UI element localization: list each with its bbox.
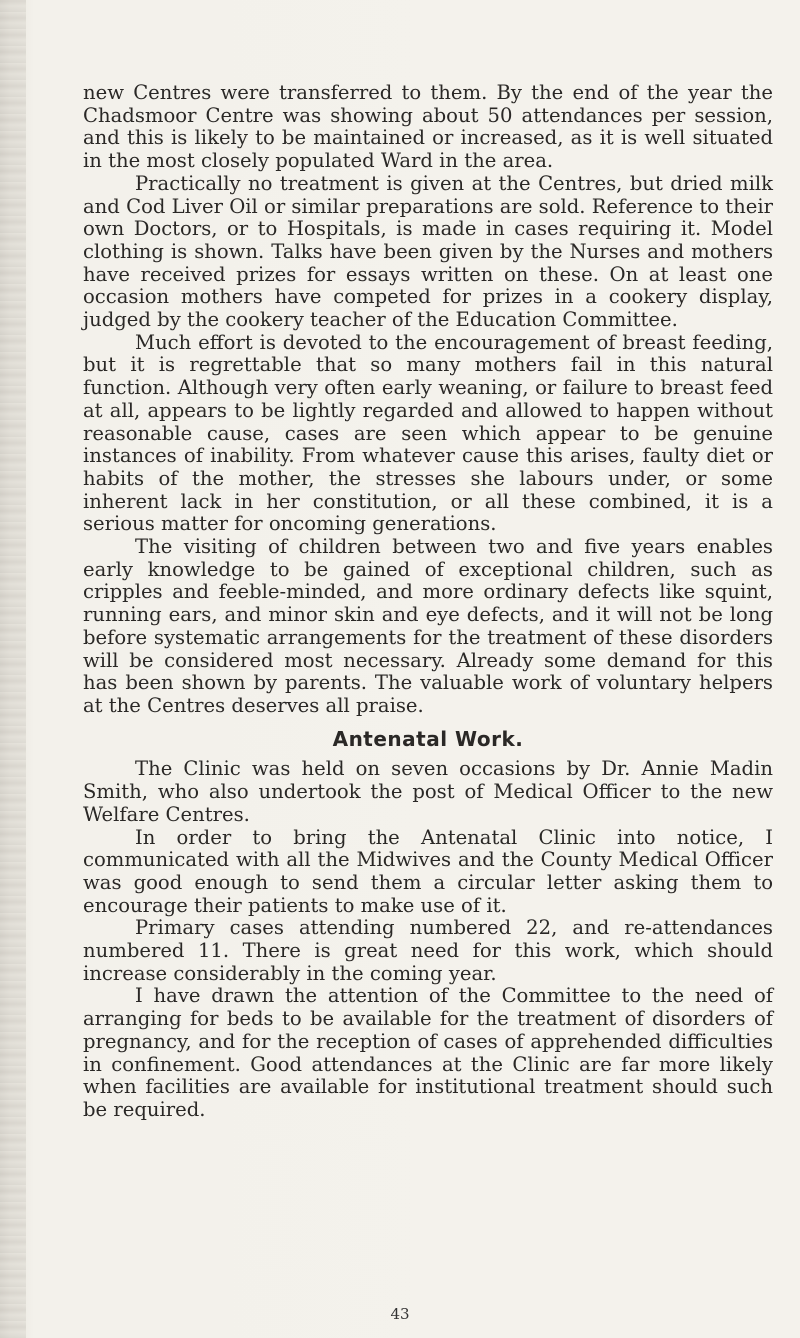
paragraph-beds: I have drawn the attention of the Committee to the need of arranging for beds to be available for the treatment of disorders of pregnancy, and for the reception of cases of apprehended difficulties in confinement. Good attendances at the Clinic are far more likely when facilities are available for institutional treatment should such be required. <box>83 984 773 1121</box>
paragraph-visiting-children: The visiting of children between two and five years enables early knowledge to be gained of exceptional children, such as cripples and feeble-minded, and more ordinary defects like squint, running ears, and minor skin and eye defects, and it will not be long before systematic arrangements for the treatment of these disorders will be considered most necessary. Already some demand for this has been shown by parents. The valuable work of voluntary helpers at the Centres deserves all praise. <box>83 535 773 717</box>
paragraph-clinic: The Clinic was held on seven occasions by Dr. Annie Madin Smith, who also undertook the post of Medical Officer to the new Welfare Centres. <box>83 757 773 826</box>
paragraph-notice: In order to bring the Antenatal Clinic into notice, I communicated with all the Midwives and the County Medical Officer was good enough to send them a circular letter asking them to encourage their patients to make use of it. <box>83 825 773 917</box>
binding-gutter <box>0 0 26 1338</box>
paragraph-treatment: Practically no treatment is given at the Centres, but dried milk and Cod Liver Oil or similar preparations are sold. Reference to their own Doctors, or to Hospitals, is made in cases requiring it. Model clothing is shown. Talks have been given by the Nurses and mothers have received prizes for essays written on these. On at least one occasion mothers have competed for prizes in a cookery display, judged by the cookery teacher of the Education Committee. <box>83 171 773 332</box>
section-heading: Antenatal Work. <box>332 726 524 751</box>
paragraph-breast-feeding: Much effort is devoted to the encouragement of breast feeding, but it is regrettable that so many mothers fail in this natural function. Although very often early weaning, or failure to breast feed at all, appears to be lightly regarded and allowed to happen without reasonable cause, cases are seen which appear to be genuine instances of inability. From whatever cause this arises, faulty diet or habits of the mother, the stresses she labours under, or some inherent lack in her constitution, or all these combined, it is a serious matter for oncoming generations. <box>83 330 773 536</box>
paragraph-cases: Primary cases attending numbered 22, and re-attendances numbered 11. There is great need for this work, which should increase considerably in the coming year. <box>83 916 773 985</box>
document-body <box>83 82 773 1122</box>
page-number: 43 <box>390 1305 410 1323</box>
paragraph-continuation: new Centres were transferred to them. By the end of the year the Chadsmoor Centre was showing about 50 attendances per session, and this is likely to be maintained or increased, as it is well situated in the most closely populated Ward in the area. <box>83 81 773 173</box>
